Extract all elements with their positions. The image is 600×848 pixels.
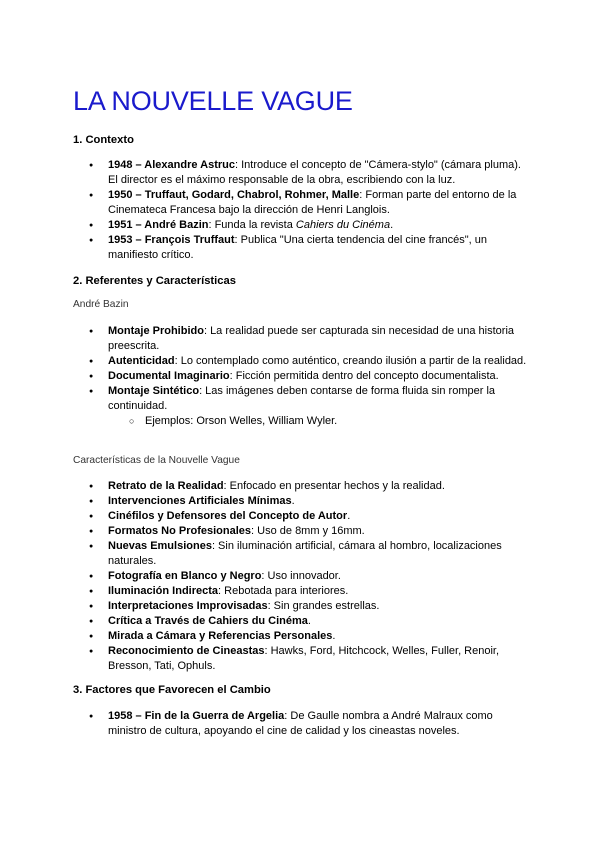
list-item: ● 1950 – Truffaut, Godard, Chabrol, Rohmer, Malle: Forman parte del entorno de la Cinemateca Francesa bajo la dirección de Henri Langlois. xyxy=(73,188,533,218)
list-item: ● Iluminación Indirecta: Rebotada para interiores. xyxy=(73,584,533,599)
list-item: ● Reconocimiento de Cineastas: Hawks, Ford, Hitchcock, Welles, Fuller, Renoir, Bresson, Tati, Ophuls. xyxy=(73,644,533,674)
list-item: ● Cinéfilos y Defensores del Concepto de Autor. xyxy=(73,509,533,524)
section-heading-referentes: 2. Referentes y Características xyxy=(73,275,236,287)
list-item: ● Formatos No Profesionales: Uso de 8mm y 16mm. xyxy=(73,524,533,539)
list-item: ● 1951 – André Bazin: Funda la revista Cahiers du Cinéma. xyxy=(73,218,533,233)
list-item: ● 1948 – Alexandre Astruc: Introduce el concepto de "Cámera-stylo" (cámara pluma). El director es el máximo responsable de la obra, escribiendo con la luz. xyxy=(73,158,533,188)
section-heading-contexto: 1. Contexto xyxy=(73,134,134,146)
subheading-caracteristicas: Características de la Nouvelle Vague xyxy=(73,455,240,466)
list-item: ● Montaje Prohibido: La realidad puede ser capturada sin necesidad de una historia preescrita. xyxy=(73,324,533,354)
list-item: ● Documental Imaginario: Ficción permitida dentro del concepto documentalista. xyxy=(73,369,533,384)
list-item: ● Montaje Sintético: Las imágenes deben contarse de forma fluida sin romper la continuidad. xyxy=(73,384,533,414)
list-item: ● Interpretaciones Improvisadas: Sin grandes estrellas. xyxy=(73,599,533,614)
caracteristicas-list xyxy=(73,479,533,674)
sub-list-item: ○ Ejemplos: Orson Welles, William Wyler. xyxy=(73,414,533,429)
list-item: ● Fotografía en Blanco y Negro: Uso innovador. xyxy=(73,569,533,584)
factores-list xyxy=(73,709,533,739)
list-item: ● 1953 – François Truffaut: Publica "Una cierta tendencia del cine francés", un manifiesto crítico. xyxy=(73,233,533,263)
contexto-list xyxy=(73,158,533,263)
section-heading-factores: 3. Factores que Favorecen el Cambio xyxy=(73,684,271,696)
page-title: LA NOUVELLE VAGUE xyxy=(73,86,353,116)
list-item: ● Crítica a Través de Cahiers du Cinéma. xyxy=(73,614,533,629)
subheading-andre-bazin: André Bazin xyxy=(73,299,129,310)
bazin-list xyxy=(73,324,533,429)
list-item: ● Intervenciones Artificiales Mínimas. xyxy=(73,494,533,509)
list-item: ● Retrato de la Realidad: Enfocado en presentar hechos y la realidad. xyxy=(73,479,533,494)
list-item: ● Mirada a Cámara y Referencias Personales. xyxy=(73,629,533,644)
list-item: ● 1958 – Fin de la Guerra de Argelia: De Gaulle nombra a André Malraux como ministro de cultura, apoyando el cine de calidad y los cineastas noveles. xyxy=(73,709,533,739)
list-item: ● Nuevas Emulsiones: Sin iluminación artificial, cámara al hombro, localizaciones naturales. xyxy=(73,539,533,569)
list-item: ● Autenticidad: Lo contemplado como auténtico, creando ilusión a partir de la realidad. xyxy=(73,354,533,369)
